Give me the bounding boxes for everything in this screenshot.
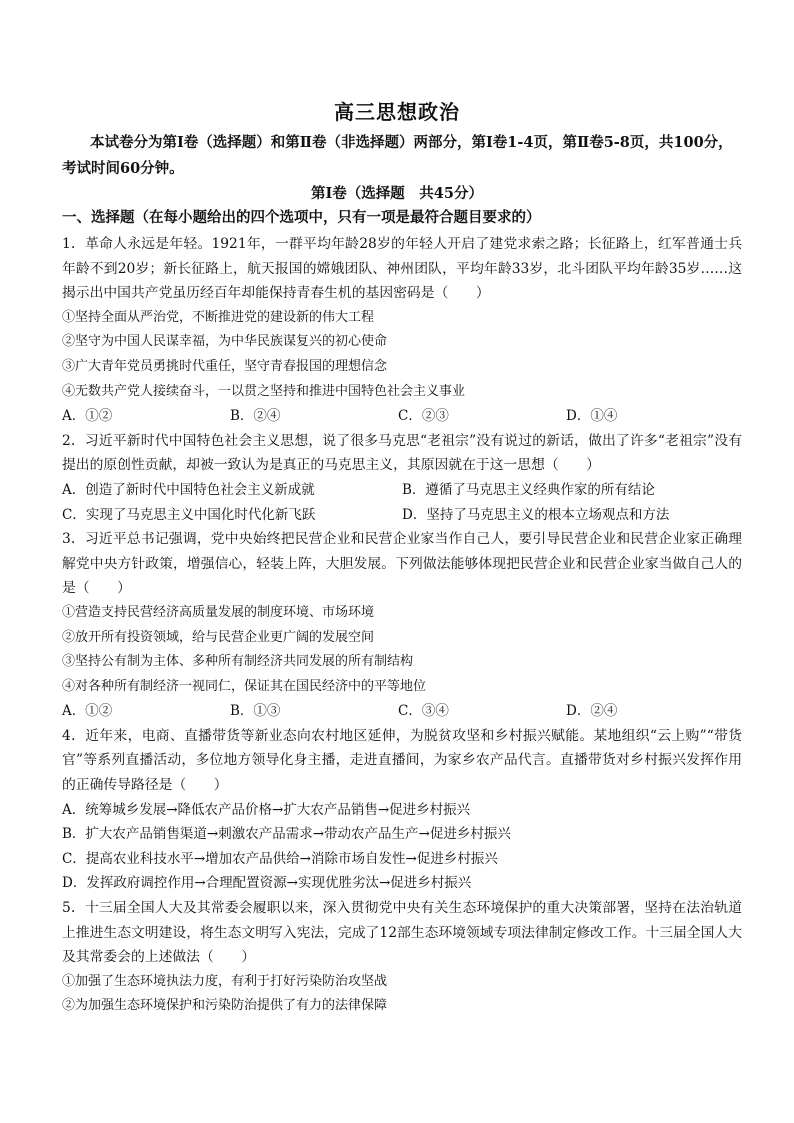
option-b: B．遵循了马克思主义经典作家的所有结论 <box>402 481 655 498</box>
option-a: A．统筹城乡发展→降低农产品价格→扩大农产品销售→促进乡村振兴 <box>62 801 471 818</box>
answer-options-row <box>62 478 742 503</box>
option-b: B．①③ <box>230 703 281 720</box>
option-b: B．②④ <box>230 408 281 425</box>
statement: ④无数共产党人接续奋斗，一以贯之坚持和推进中国特色社会主义事业 <box>62 383 466 399</box>
statement: ②坚守为中国人民谋幸福，为中华民族谋复兴的初心使命 <box>62 334 388 350</box>
option-c: C．实现了马克思主义中国化时代化新飞跃 <box>62 506 316 523</box>
statement: ②放开所有投资领域，给与民营企业更广阔的发展空间 <box>62 629 375 645</box>
statement: ①加强了生态环境执法力度，有利于打好污染防治攻坚战 <box>62 973 388 989</box>
option-c: C．②③ <box>398 408 449 425</box>
option-c: C．③④ <box>398 703 449 720</box>
answer-options <box>62 699 742 724</box>
answer-options-row <box>62 503 742 528</box>
statement: ①营造支持民营经济高质量发展的制度环境、市场环境 <box>62 604 375 620</box>
option-d: D．发挥政府调控作用→合理配置资源→实现优胜劣汰→促进乡村振兴 <box>62 875 472 892</box>
option-d: D．②④ <box>566 703 618 720</box>
option-a: A．①② <box>62 703 113 720</box>
option-d: D．①④ <box>566 408 618 425</box>
statement: ④对各种所有制经济一视同仁，保证其在国民经济中的平等地位 <box>62 678 427 694</box>
question-stem: 2．习近平新时代中国特色社会主义思想，说了很多马克思“老祖宗”没有说过的新话，做出了许多“老祖宗”没有提出的原创性贡献，却被一致认为是真正的马克思主义，其原因就在于这一思想（ ） <box>62 432 742 474</box>
question-stem: 5．十三届全国人大及其常委会履职以来，深入贯彻党中央有关生态环境保护的重大决策部署，坚持在法治轨道上推进生态文明建设，将生态文明写入宪法，完成了12部生态环境领域专项法律制定修改工作。十三届全国人大及其常委会的上述做法（ ） <box>62 900 742 966</box>
question-stem: 4．近年来，电商、直播带货等新业态向农村地区延伸，为脱贫攻坚和乡村振兴赋能。某地组织“云上购”“带货官”等系列直播活动，多位地方领导化身主播，走进直播间，为家乡农产品代言。直播带货对乡村振兴发挥作用的正确传导路径是（ ） <box>62 727 742 794</box>
question-stem: 1．革命人永远是年轻。1921年，一群平均年龄28岁的年轻人开启了建党求索之路；长征路上，红军普通士兵年龄不到20岁；新长征路上，航天报国的嫦娥团队、神州团队，平均年龄33岁，北斗团队平均年龄35岁……这揭示出中国共产党虽历经百年却能保持青春生机的基因密码是（ ） <box>62 236 742 302</box>
option-c: C．提高农业科技水平→增加农产品供给→消除市场自发性→促进乡村振兴 <box>62 850 498 867</box>
page-title: 高三思想政治 <box>334 100 460 124</box>
statement: ②为加强生态环境保护和污染防治提供了有力的法律保障 <box>62 998 388 1014</box>
option-a: A．创造了新时代中国特色社会主义新成就 <box>62 481 315 498</box>
exam-instructions: 本试卷分为第Ⅰ卷（选择题）和第Ⅱ卷（非选择题）两部分，第Ⅰ卷1-4页，第Ⅱ卷5-8页，共100分，考试时间60分钟。 <box>62 134 733 177</box>
option-b: B．扩大农产品销售渠道→刺激农产品需求→带动农产品生产→促进乡村振兴 <box>62 826 511 843</box>
option-d: D．坚持了马克思主义的根本立场观点和方法 <box>402 506 670 523</box>
statement: ①坚持全面从严治党，不断推进党的建设新的伟大工程 <box>62 309 375 325</box>
section-heading: 一、选择题（在每小题给出的四个选项中，只有一项是最符合题目要求的） <box>62 209 541 226</box>
part-heading: 第Ⅰ卷（选择题 共45分） <box>311 185 483 202</box>
question-stem: 3．习近平总书记强调，党中央始终把民营企业和民营企业家当作自己人，要引导民营企业和民营企业家正确理解党中央方针政策，增强信心，轻装上阵，大胆发展。下列做法能够体现把民营企业和民营企业家当做自己人的是（ ） <box>62 531 742 597</box>
statement: ③广大青年党员勇挑时代重任，坚守青春报国的理想信念 <box>62 358 388 374</box>
answer-options <box>62 404 742 429</box>
option-a: A．①② <box>62 408 113 425</box>
statement: ③坚持公有制为主体、多种所有制经济共同发展的所有制结构 <box>62 654 414 670</box>
questions-container <box>62 232 742 1019</box>
